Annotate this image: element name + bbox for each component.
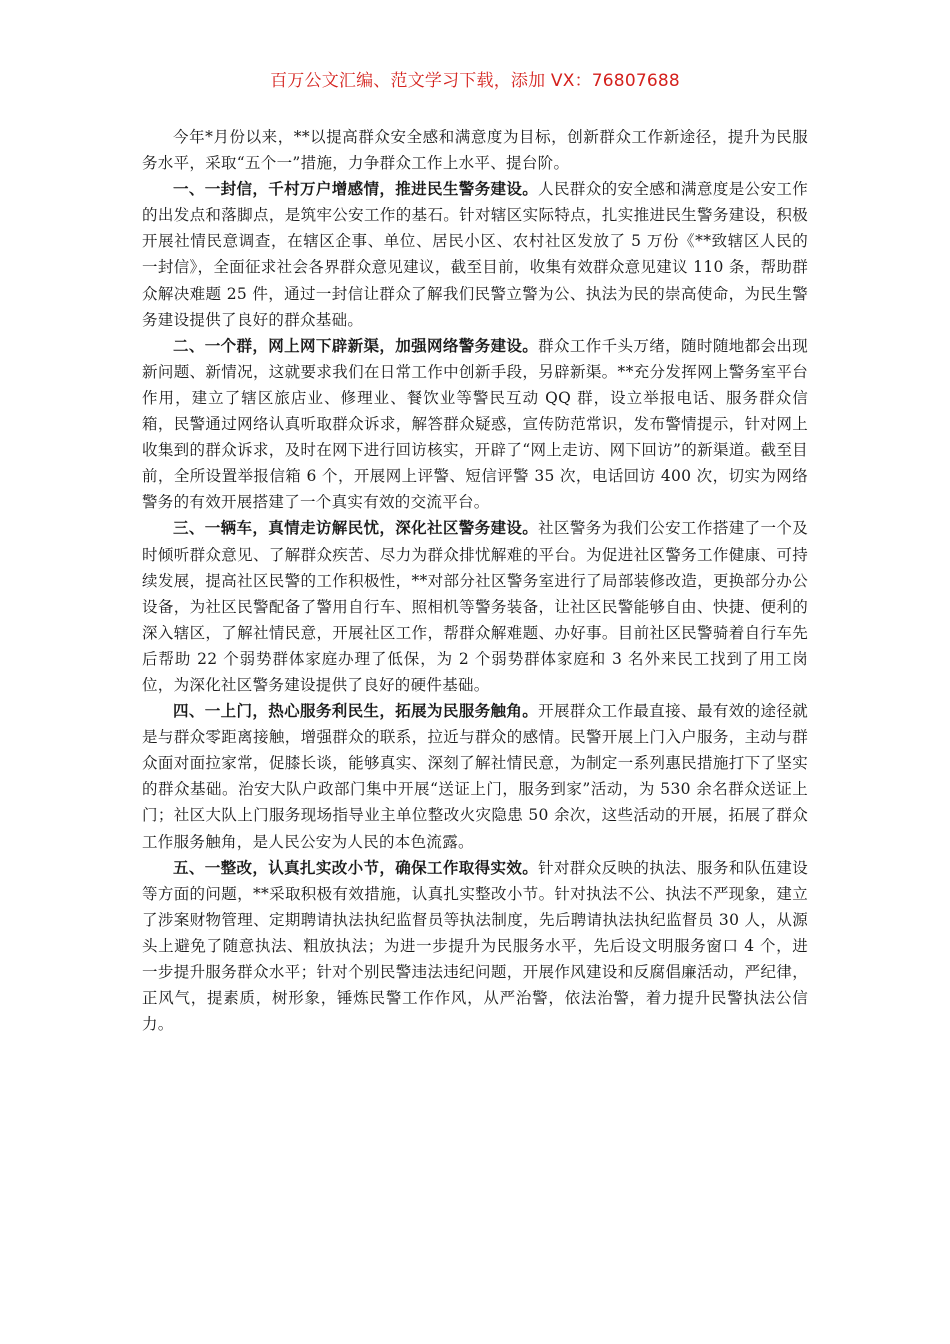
section-paragraph — [142, 176, 808, 333]
section-paragraph — [142, 515, 808, 698]
section-body: 人民群众的安全感和满意度是公安工作的出发点和落脚点，是筑牢公安工作的基石。针对辖区实际特点，扎实推进民生警务建设，积极开展社情民意调查，在辖区企事、单位、居民小区、农村社区发放了 5 万份《**致辖区人民的一封信》，全面征求社会各界群众意见建议，截至目前，收集有效群众意见建议 110 条，帮助群众解决难题 25 件，通过一封信让群众了解我们民警立警为公、执法为民的崇高使命，为民生警务建设提供了良好的群众基础。 — [142, 180, 808, 329]
section-paragraph — [142, 333, 808, 516]
section-body: 社区警务为我们公安工作搭建了一个及时倾听群众意见、了解群众疾苦、尽力为群众排忧解难的平台。为促进社区警务工作健康、可持续发展，提高社区民警的工作积极性，**对部分社区警务室进行了局部装修改造，更换部分办公设备，为社区民警配备了警用自行车、照相机等警务装备，让社区民警能够自由、快捷、便利的深入辖区，了解社情民意，开展社区工作，帮群众解难题、办好事。目前社区民警骑着自行车先后帮助 22 个弱势群体家庭办理了低保，为 2 个弱势群体家庭和 3 名外来民工找到了用工岗位，为深化社区警务建设提供了良好的硬件基础。 — [142, 519, 808, 694]
section-body: 开展群众工作最直接、最有效的途径就是与群众零距离接触，增强群众的联系，拉近与群众的感情。民警开展上门入户服务，主动与群众面对面拉家常，促膝长谈，能够真实、深刻了解社情民意，为制定一系列惠民措施打下了坚实的群众基础。治安大队户政部门集中开展“送证上门，服务到家”活动，为 530 余名群众送证上门；社区大队上门服务现场指导业主单位整改火灾隐患 50 余次，这些活动的开展，拓展了群众工作服务触角，是人民公安为人民的本色流露。 — [142, 702, 808, 851]
section-heading: 四、一上门，热心服务利民生，拓展为民服务触角。 — [173, 702, 539, 721]
document-body — [142, 124, 808, 1037]
section-body: 针对群众反映的执法、服务和队伍建设等方面的问题，**采取积极有效措施，认真扎实整改小节。针对执法不公、执法不严现象，建立了涉案财物管理、定期聘请执法执纪监督员等执法制度，先后聘请执法执纪监督员 30 人，从源头上避免了随意执法、粗放执法；为进一步提升为民服务水平，先后设文明服务窗口 4 个，进一步提升服务群众水平；针对个别民警违法违纪问题，开展作风建设和反腐倡廉活动，严纪律，正风气，提素质，树形象，锤炼民警工作作风，从严治警，依法治警，着力提升民警执法公信力。 — [142, 858, 808, 1034]
section-paragraph — [142, 855, 808, 1038]
section-paragraph — [142, 698, 808, 855]
section-heading: 二、一个群，网上网下辟新渠，加强网络警务建设。 — [173, 336, 539, 355]
promo-banner: 百万公文汇编、范文学习下载，添加 VX：76807688 — [270, 71, 680, 91]
intro-paragraph: 今年*月份以来，**以提高群众安全感和满意度为目标，创新群众工作新途径，提升为民服务水平，采取“五个一”措施，力争群众工作上水平、提台阶。 — [142, 128, 808, 173]
section-heading: 三、一辆车，真情走访解民忧，深化社区警务建设。 — [173, 519, 539, 538]
section-heading: 五、一整改，认真扎实改小节，确保工作取得实效。 — [173, 858, 539, 877]
section-body: 群众工作千头万绪，随时随地都会出现新问题、新情况，这就要求我们在日常工作中创新手段，另辟新渠。**充分发挥网上警务室平台作用，建立了辖区旅店业、修理业、餐饮业等警民互动 QQ 群，设立举报电话、服务群众信箱，民警通过网络认真听取群众诉求，解答群众疑惑，宣传防范常识，发布警情提示，针对网上收集到的群众诉求，及时在网下进行回访核实，开辟了“网上走访、网下回访”的新渠道。截至目前，全所设置举报信箱 6 个，开展网上评警、短信评警 35 次，电话回访 400 次，切实为网络警务的有效开展搭建了一个真实有效的交流平台。 — [142, 336, 808, 512]
section-heading: 一、一封信，千村万户增感情，推进民生警务建设。 — [173, 180, 539, 199]
